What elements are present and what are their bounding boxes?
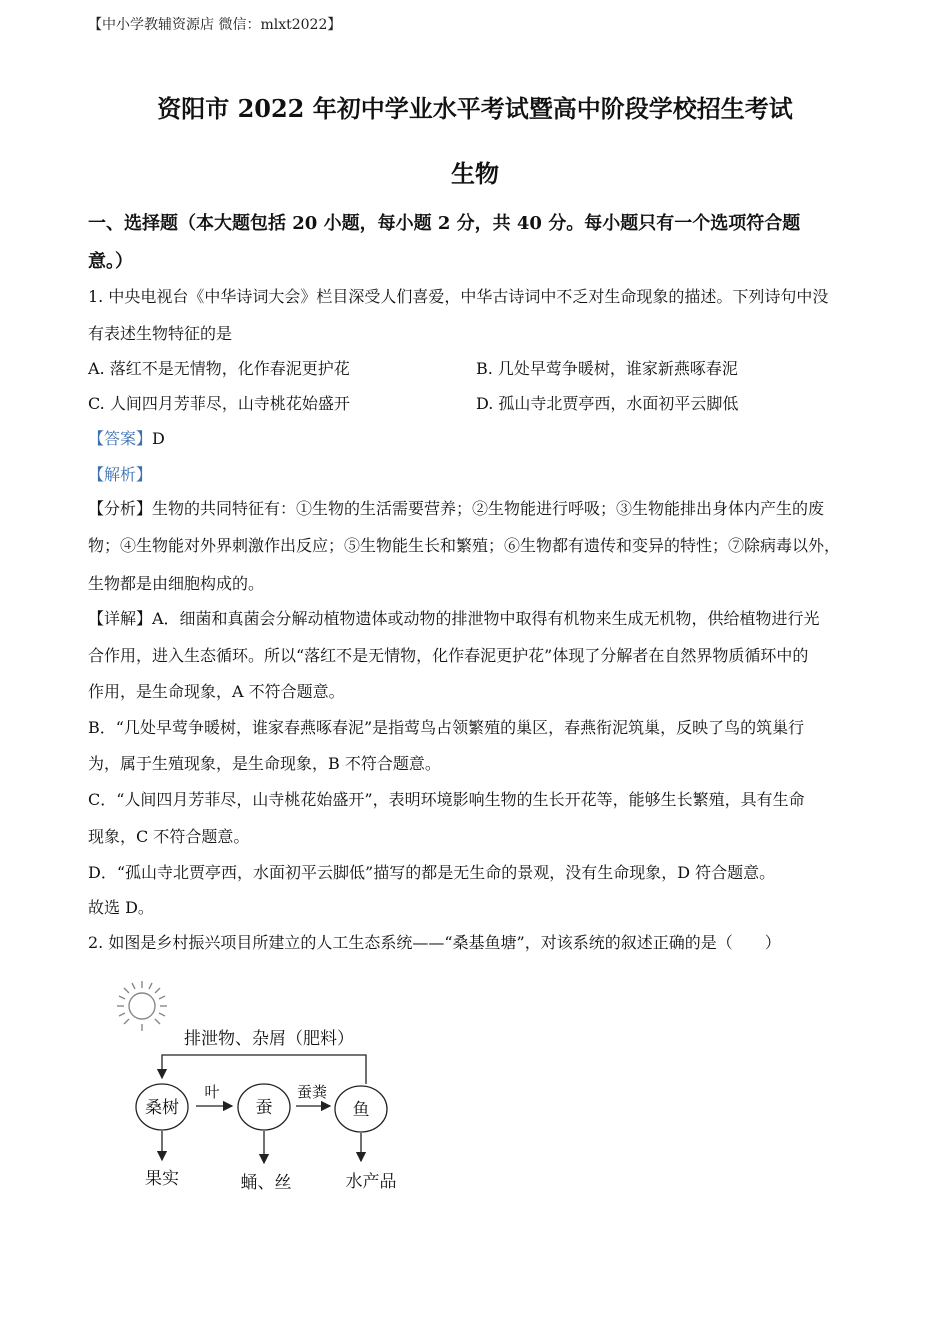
- q1-detail: 【详解】A．细菌和真菌会分解动植物遗体或动物的排泄物中取得有机物来生成无机物，供给植物进行光: [88, 609, 820, 628]
- silkworm-label: 蚕: [255, 1098, 273, 1118]
- q1-option-d: D. 孤山寺北贾亭西，水面初平云脚低: [476, 394, 739, 413]
- aquatic-label: 水产品: [345, 1172, 397, 1192]
- fertilizer-label: 排泄物、杂屑（肥料）: [184, 1029, 354, 1049]
- mulberry-label: 桑树: [145, 1098, 179, 1118]
- q1-detail: 作用，是生命现象，A 不符合题意。: [88, 682, 345, 701]
- section-heading-cont: 意。）: [88, 251, 133, 272]
- q1-detail: 合作用，进入生态循环。所以“落红不是无情物，化作春泥更护花”体现了分解者在自然界物质循环中的: [88, 646, 809, 665]
- silk-label: 蛹、丝: [240, 1173, 292, 1193]
- subject-title: 生物: [451, 159, 499, 188]
- q1-option-a: A. 落红不是无情物，化作春泥更护花: [88, 359, 350, 378]
- q1-detail: 为，属于生殖现象，是生命现象，B 不符合题意。: [88, 754, 441, 773]
- q1-option-c: C. 人间四月芳菲尽，山寺桃花始盛开: [88, 394, 350, 413]
- fish-label: 鱼: [352, 1100, 370, 1120]
- q1-detail: D．“孤山寺北贾亭西，水面初平云脚低”描写的都是无生命的景观，没有生命现象，D 符合题意。: [88, 863, 776, 882]
- q1-detail: C．“人间四月芳菲尽，山寺桃花始盛开”，表明环境影响生物的生长开花等，能够生长繁殖，具有生命: [88, 790, 805, 809]
- sun-icon: [117, 981, 167, 1031]
- fertilizer-arrow: [162, 1055, 366, 1084]
- q1-fenxi-cont: 物；④生物能对外界刺激作出反应；⑤生物能生长和繁殖；⑥生物都有遗传和变异的特性；⑦除病毒以外，: [88, 536, 841, 555]
- q1-stem: 1. 中央电视台《中华诗词大会》栏目深受人们喜爱，中华古诗词中不乏对生命现象的描述。下列诗句中没: [88, 287, 829, 306]
- q1-fenxi: 【分析】生物的共同特征有：①生物的生活需要营养；②生物能进行呼吸；③生物能排出身体内产生的废: [88, 499, 825, 518]
- fruit-label: 果实: [145, 1169, 179, 1189]
- analysis-tag: 【解析】: [88, 465, 153, 484]
- header-note: 【中小学教辅资源店 微信：mlxt2022】: [88, 17, 342, 33]
- leaf-label: 叶: [204, 1083, 220, 1101]
- q1-stem-cont: 有表述生物特征的是: [88, 324, 233, 343]
- q1-option-b: B. 几处早莺争暖树，谁家新燕啄春泥: [476, 359, 738, 378]
- answer-value: D: [152, 429, 165, 448]
- answer-tag: 【答案】: [88, 429, 153, 448]
- q1-detail: 现象，C 不符合题意。: [88, 827, 250, 846]
- feces-label: 蚕粪: [296, 1083, 328, 1101]
- section-heading: 一、选择题（本大题包括 20 小题，每小题 2 分，共 40 分。每小题只有一个选项符合题: [88, 213, 801, 234]
- q1-detail: B．“几处早莺争暖树，谁家春燕啄春泥”是指莺鸟占领繁殖的巢区，春燕衔泥筑巢，反映了鸟的筑巢行: [88, 718, 805, 737]
- q1-conclusion: 故选 D。: [88, 898, 154, 917]
- q2-stem: 2. 如图是乡村振兴项目所建立的人工生态系统——“桑基鱼塘”，对该系统的叙述正确的是（ ）: [88, 933, 781, 952]
- exam-title: 资阳市 2022 年初中学业水平考试暨高中阶段学校招生考试: [157, 94, 793, 123]
- q1-fenxi-cont: 生物都是由细胞构成的。: [88, 574, 265, 593]
